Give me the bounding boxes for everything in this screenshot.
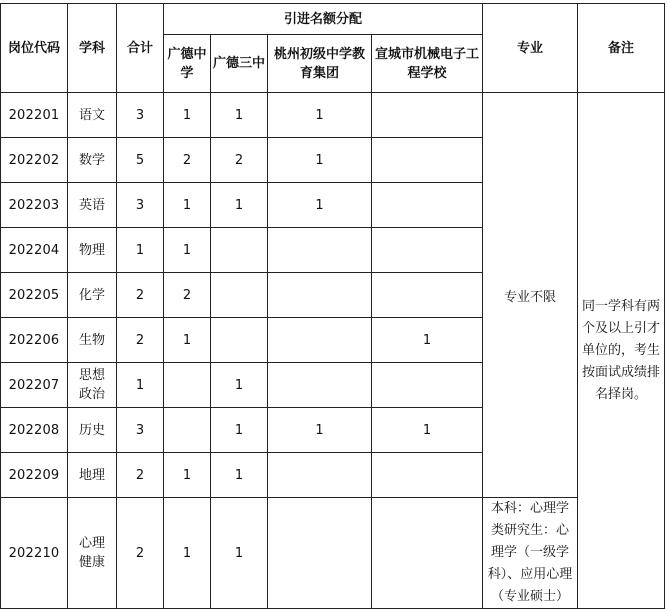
subject-text: 心理健康	[78, 536, 105, 570]
cell-school-3: 1	[268, 183, 372, 228]
cell-school-4	[372, 453, 483, 498]
cell-total: 1	[117, 228, 164, 273]
cell-subject: 生物	[68, 318, 117, 363]
cell-major-general: 专业不限	[483, 93, 578, 498]
cell-school-4	[372, 93, 483, 138]
cell-school-1: 1	[164, 228, 211, 273]
cell-school-3	[268, 453, 372, 498]
cell-school-3	[268, 273, 372, 318]
cell-major-psychology	[483, 498, 578, 609]
table-row	[1, 93, 665, 138]
header-remark: 备注	[578, 4, 665, 93]
remark-text: 同一学科有两个及以上引才单位的，考生按面试成绩排名择岗。	[582, 298, 661, 402]
cell-school-1: 1	[164, 318, 211, 363]
cell-school-4	[372, 498, 483, 609]
cell-code: 202202	[1, 138, 68, 183]
cell-school-4	[372, 228, 483, 273]
cell-school-4	[372, 183, 483, 228]
header-school-3: 桃州初级中学教育集团	[268, 35, 372, 93]
cell-school-1: 1	[164, 93, 211, 138]
cell-school-3: 1	[268, 138, 372, 183]
table-row	[1, 498, 665, 609]
cell-school-1: 1	[164, 498, 211, 609]
cell-school-2: 1	[211, 183, 268, 228]
header-row-top	[1, 4, 665, 35]
cell-school-4: 1	[372, 408, 483, 453]
cell-school-1: 1	[164, 453, 211, 498]
cell-total: 3	[117, 183, 164, 228]
cell-code: 202210	[1, 498, 68, 609]
cell-code: 202201	[1, 93, 68, 138]
header-subject: 学科	[68, 4, 117, 93]
cell-total: 2	[117, 318, 164, 363]
cell-school-2: 1	[211, 498, 268, 609]
cell-school-1	[164, 408, 211, 453]
header-major: 专业	[483, 4, 578, 93]
cell-total: 2	[117, 498, 164, 609]
cell-total: 1	[117, 363, 164, 408]
cell-school-4	[372, 273, 483, 318]
cell-school-3	[268, 363, 372, 408]
cell-school-1	[164, 363, 211, 408]
cell-subject: 地理	[68, 453, 117, 498]
subject-text: 思想政治	[78, 368, 105, 402]
cell-school-1: 2	[164, 138, 211, 183]
cell-code: 202206	[1, 318, 68, 363]
cell-subject: 数学	[68, 138, 117, 183]
cell-school-2: 1	[211, 93, 268, 138]
cell-school-3: 1	[268, 408, 372, 453]
cell-subject: 化学	[68, 273, 117, 318]
cell-school-3	[268, 498, 372, 609]
cell-code: 202209	[1, 453, 68, 498]
cell-school-3	[268, 228, 372, 273]
cell-code: 202203	[1, 183, 68, 228]
cell-subject	[68, 363, 117, 408]
cell-school-4	[372, 363, 483, 408]
cell-school-2	[211, 273, 268, 318]
cell-school-4	[372, 138, 483, 183]
cell-remark	[578, 93, 665, 609]
cell-code: 202207	[1, 363, 68, 408]
major-psychology-text: 本科：心理学类研究生：心理学（一级学科）、应用心理（专业硕士）	[487, 501, 573, 604]
header-total: 合计	[117, 4, 164, 93]
cell-total: 5	[117, 138, 164, 183]
cell-subject: 物理	[68, 228, 117, 273]
cell-subject: 英语	[68, 183, 117, 228]
cell-school-2: 1	[211, 408, 268, 453]
cell-school-2	[211, 318, 268, 363]
cell-school-2: 1	[211, 363, 268, 408]
header-school-4: 宣城市机械电子工程学校	[372, 35, 483, 93]
cell-school-2: 2	[211, 138, 268, 183]
cell-school-3: 1	[268, 93, 372, 138]
cell-school-2: 1	[211, 453, 268, 498]
header-post-code: 岗位代码	[1, 4, 68, 93]
cell-subject: 历史	[68, 408, 117, 453]
cell-total: 2	[117, 453, 164, 498]
cell-code: 202205	[1, 273, 68, 318]
header-school-2: 广德三中	[211, 35, 268, 93]
header-allocation: 引进名额分配	[164, 4, 483, 35]
cell-subject: 语文	[68, 93, 117, 138]
cell-total: 3	[117, 93, 164, 138]
cell-school-1: 2	[164, 273, 211, 318]
cell-school-4: 1	[372, 318, 483, 363]
header-school-1: 广德中学	[164, 35, 211, 93]
cell-code: 202208	[1, 408, 68, 453]
cell-code: 202204	[1, 228, 68, 273]
cell-school-2	[211, 228, 268, 273]
cell-total: 2	[117, 273, 164, 318]
quota-table	[0, 3, 665, 609]
cell-total: 3	[117, 408, 164, 453]
cell-school-3	[268, 318, 372, 363]
cell-school-1: 1	[164, 183, 211, 228]
cell-subject	[68, 498, 117, 609]
